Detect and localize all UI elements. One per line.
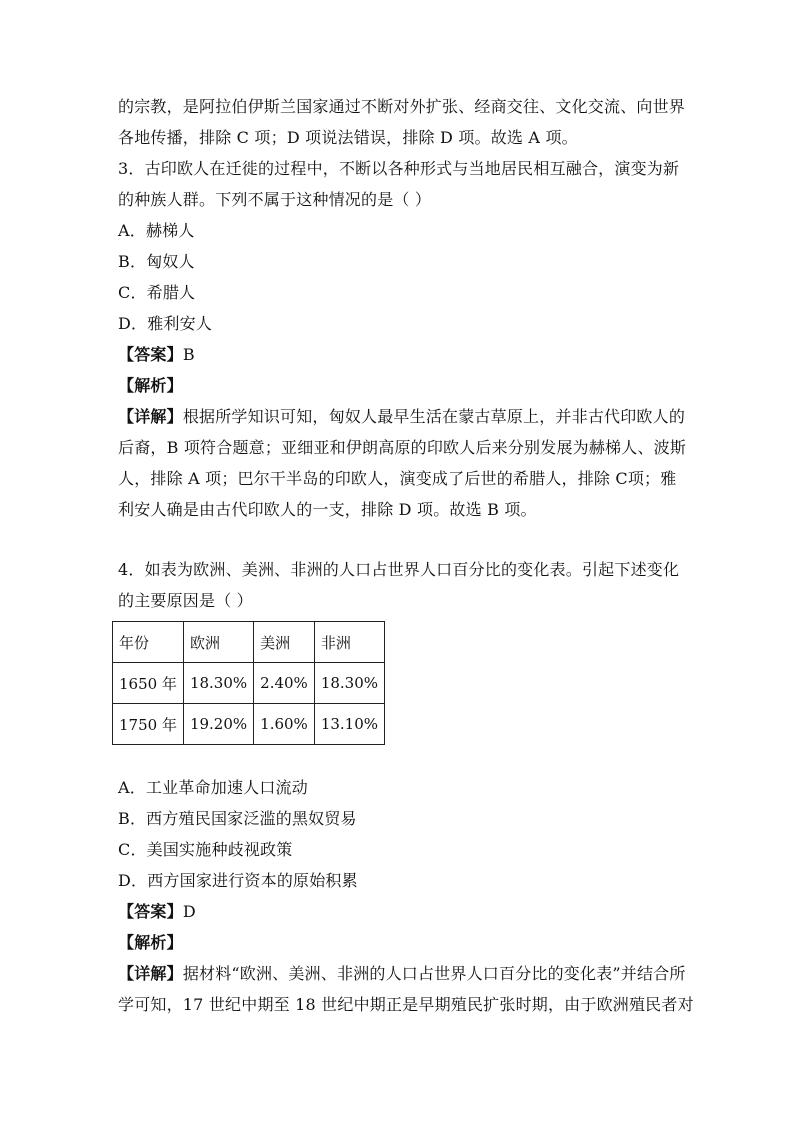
table-cell: 19.20% (183, 704, 253, 745)
table-header-cell: 欧洲 (183, 622, 253, 663)
table-cell: 13.10% (314, 704, 384, 745)
prev-explanation-line-1: 的宗教，是阿拉伯伊斯兰国家通过不断对外扩张、经商交往、文化交流、向世界 (118, 97, 686, 116)
table-header-cell: 美洲 (254, 622, 315, 663)
question-4-stem-line-1: 4．如表为欧洲、美洲、非洲的人口占世界人口百分比的变化表。引起下述变化 (118, 560, 680, 579)
question-3-detail-line-1 (118, 406, 686, 428)
table-row (113, 704, 385, 745)
question-4-option-a: A．工业革命加速人口流动 (118, 778, 308, 797)
question-3-option-b: B．匈奴人 (118, 252, 195, 271)
analysis-tag: 【解析】 (118, 376, 183, 395)
table-cell: 18.30% (314, 663, 384, 704)
question-4-analysis-tag (118, 932, 678, 954)
question-4-option-c: C．美国实施种歧视政策 (118, 840, 293, 859)
question-3-option-d: D．雅利安人 (118, 314, 213, 333)
question-4-stem-line-2: 的主要原因是（ ） (118, 591, 253, 610)
prev-explanation-line-2: 各地传播，排除 C 项；D 项说法错误，排除 D 项。故选 A 项。 (118, 128, 578, 147)
question-3-detail-line-4: 利安人确是由古代印欧人的一支，排除 D 项。故选 B 项。 (118, 500, 537, 519)
question-3-option-a: A．赫梯人 (118, 221, 195, 240)
question-4-detail-line-2: 学可知，17 世纪中期至 18 世纪中期正是早期殖民扩张时期，由于欧洲殖民者对 (118, 995, 694, 1014)
question-4-option-d: D．西方国家进行资本的原始积累 (118, 871, 358, 890)
detail-text: 据材料“欧洲、美洲、非洲的人口占世界人口百分比的变化表”并结合所 (182, 964, 686, 983)
answer-tag: 【答案】 (118, 902, 183, 921)
answer-value: D (182, 902, 196, 921)
table-cell: 2.40% (254, 663, 315, 704)
question-4-answer (118, 901, 678, 923)
table-header-cell: 非洲 (314, 622, 384, 663)
answer-value: B (182, 345, 195, 364)
question-3-option-c: C．希腊人 (118, 283, 196, 302)
question-4-detail-line-1 (118, 963, 686, 985)
detail-tag: 【详解】 (118, 407, 183, 426)
table-cell: 1750 年 (113, 704, 184, 745)
table-header-cell: 年份 (113, 622, 184, 663)
detail-tag: 【详解】 (118, 964, 183, 983)
question-3-analysis-tag (118, 375, 678, 397)
population-table (112, 621, 385, 745)
analysis-tag: 【解析】 (118, 933, 183, 952)
detail-text: 根据所学知识可知，匈奴人最早生活在蒙古草原上，并非古代印欧人的 (182, 407, 686, 426)
table-cell: 1.60% (254, 704, 315, 745)
table-cell: 1650 年 (113, 663, 184, 704)
table-cell: 18.30% (183, 663, 253, 704)
answer-tag: 【答案】 (118, 345, 183, 364)
question-3-answer (118, 344, 678, 366)
question-3-detail-line-3: 人，排除 A 项；巴尔干半岛的印欧人，演变成了后世的希腊人，排除 C项；雅 (118, 469, 677, 488)
table-header-row (113, 622, 385, 663)
question-3-stem-line-2: 的种族人群。下列不属于这种情况的是（ ） (118, 190, 432, 209)
question-3-detail-line-2: 后裔，B 项符合题意；亚细亚和伊朗高原的印欧人后来分别发展为赫梯人、波斯 (118, 438, 687, 457)
question-3-stem-line-1: 3．古印欧人在迁徙的过程中，不断以各种形式与当地居民相互融合，演变为新 (118, 159, 680, 178)
table-row (113, 663, 385, 704)
question-4-option-b: B．西方殖民国家泛滥的黑奴贸易 (118, 809, 357, 828)
